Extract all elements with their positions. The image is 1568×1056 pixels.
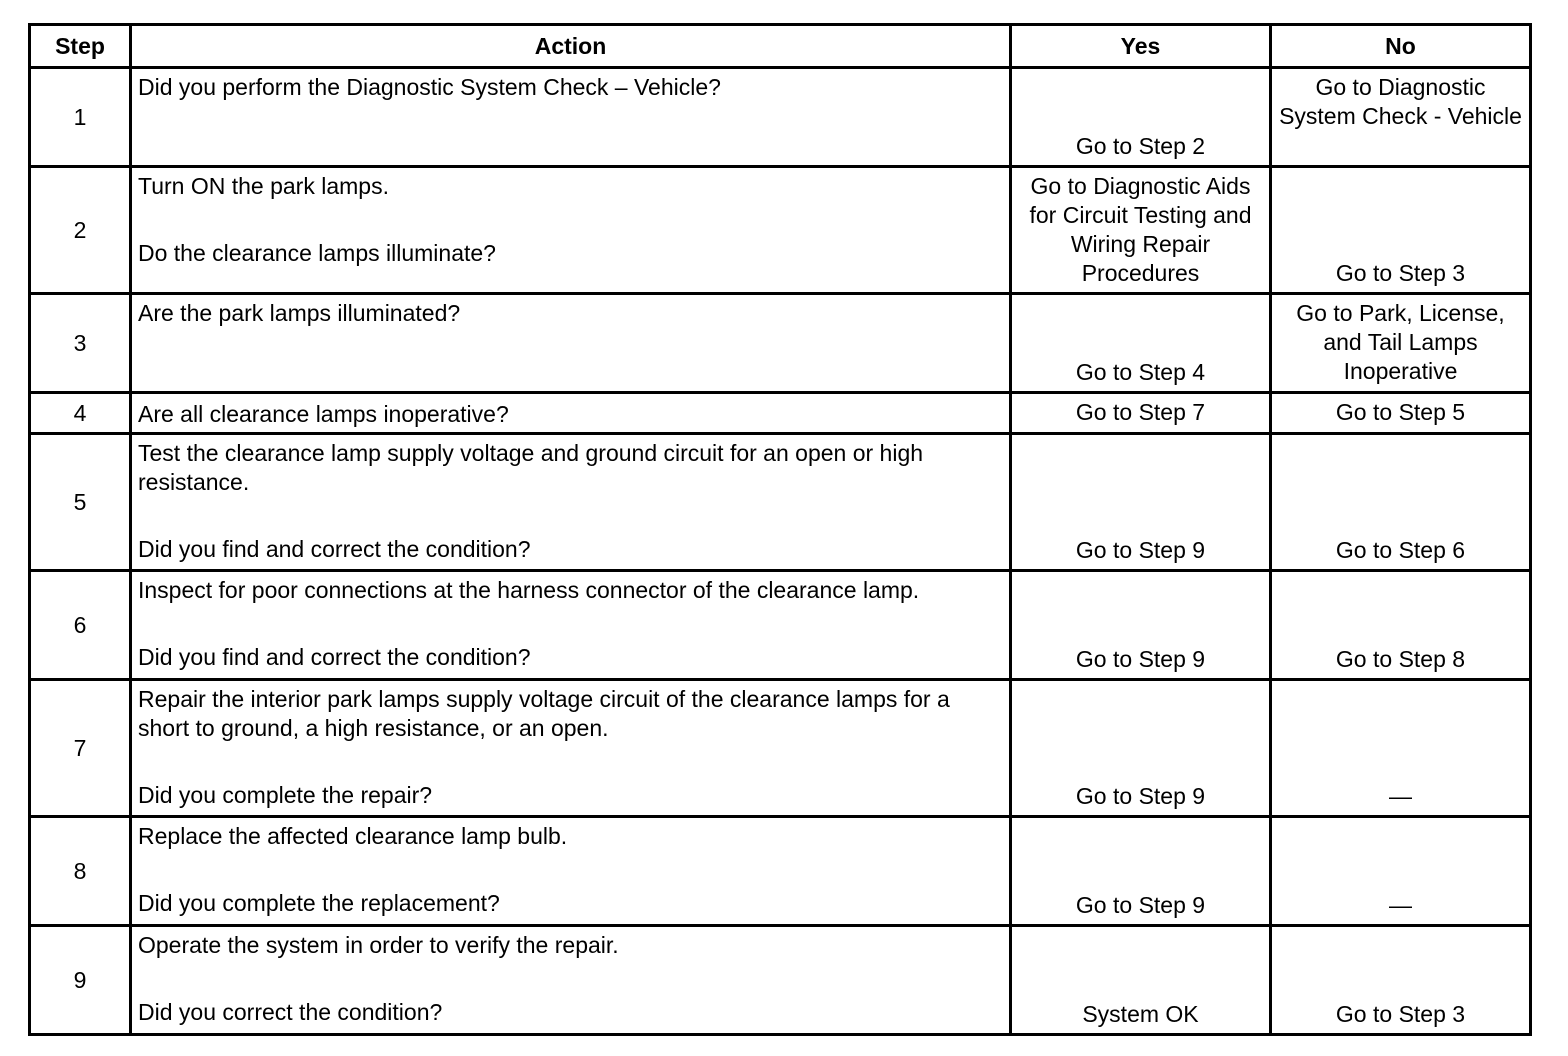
table-row [30,434,1531,571]
action-text: Are the park lamps illuminated? [138,300,461,326]
action-cell [131,294,1011,393]
action-text: Repair the interior park lamps supply voltage circuit of the clearance lamps for a short to ground, a high resistance, or an open. [138,686,950,741]
action-cell [131,926,1011,1035]
action-text: Inspect for poor connections at the harness connector of the clearance lamp. [138,577,920,603]
step-number: 5 [30,434,131,571]
step-number: 4 [30,393,131,434]
diagnostic-table [28,23,1532,1036]
table-row [30,571,1531,680]
action-text: Are all clearance lamps inoperative? [138,400,509,427]
yes-result: Go to Step 7 [1011,393,1271,434]
table-row [30,68,1531,167]
action-cell [131,68,1011,167]
action-cell [131,434,1011,571]
action-question: Did you correct the condition? [138,999,443,1025]
header-step: Step [30,25,131,68]
no-result: Go to Step 3 [1271,167,1531,294]
yes-result: Go to Step 9 [1011,680,1271,817]
step-number: 7 [30,680,131,817]
header-row [30,25,1531,68]
no-result: Go to Step 3 [1271,926,1531,1035]
yes-result: System OK [1011,926,1271,1035]
action-text: Did you perform the Diagnostic System Check – Vehicle? [138,74,721,100]
action-question: Did you complete the repair? [138,782,433,808]
action-cell [131,817,1011,926]
step-number: 9 [30,926,131,1035]
table-row [30,680,1531,817]
no-result: — [1271,817,1531,926]
yes-result: Go to Step 4 [1011,294,1271,393]
yes-result: Go to Step 9 [1011,434,1271,571]
step-number: 6 [30,571,131,680]
action-text: Test the clearance lamp supply voltage and ground circuit for an open or high resistance. [138,440,924,495]
table-row [30,926,1531,1035]
action-cell [131,680,1011,817]
action-question: Did you find and correct the condition? [138,536,531,562]
yes-result: Go to Step 9 [1011,817,1271,926]
step-number: 2 [30,167,131,294]
action-text: Replace the affected clearance lamp bulb. [138,823,568,849]
header-action: Action [131,25,1011,68]
action-cell [131,393,1011,434]
yes-result: Go to Step 9 [1011,571,1271,680]
action-text: Turn ON the park lamps. [138,173,389,199]
step-number: 1 [30,68,131,167]
action-text: Operate the system in order to verify the repair. [138,932,619,958]
no-result: Go to Step 8 [1271,571,1531,680]
no-result: Go to Diagnostic System Check - Vehicle [1271,68,1531,167]
no-result: — [1271,680,1531,817]
action-cell [131,167,1011,294]
no-result: Go to Step 5 [1271,393,1531,434]
table-row [30,393,1531,434]
no-result: Go to Step 6 [1271,434,1531,571]
action-question: Did you find and correct the condition? [138,644,531,670]
table-row [30,167,1531,294]
table-row [30,817,1531,926]
action-cell [131,571,1011,680]
yes-result: Go to Step 2 [1011,68,1271,167]
action-question: Did you complete the replacement? [138,890,500,916]
table-row [30,294,1531,393]
step-number: 8 [30,817,131,926]
header-yes: Yes [1011,25,1271,68]
yes-result: Go to Diagnostic Aids for Circuit Testing and Wiring Repair Procedures [1011,167,1271,294]
header-no: No [1271,25,1531,68]
step-number: 3 [30,294,131,393]
action-question: Do the clearance lamps illuminate? [138,240,496,266]
no-result: Go to Park, License, and Tail Lamps Inoperative [1271,294,1531,393]
